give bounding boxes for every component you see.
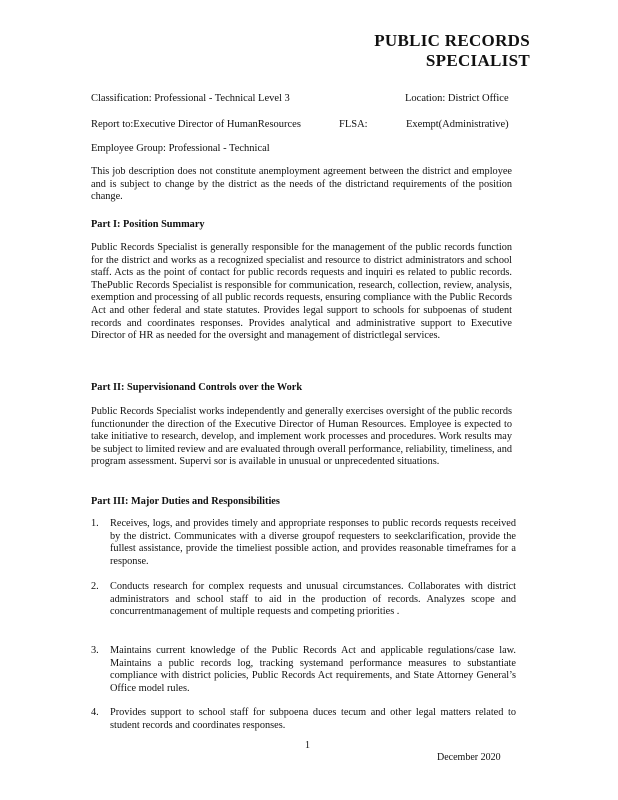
- part2-body: Public Records Specialist works independently and generally exercises oversight of the public records functionunder the direction of the Executive Director of Human Resources. Employee is expected to take initiative to research, develop, and implement work processes and procedures. Work results may be subject to limited review and are evaluated through overall performance, reliability, timeliness, and program assessment. Supervi sor is available in unusual or unprecedented situations.: [91, 406, 512, 468]
- part1-body: Public Records Specialist is generally responsible for the management of the public records function for the district and works as a recognized specialist and resource to district administrators and school staff. Acts as the point of contact for public records requests and inquiri es related to public records. ThePublic Records Specialist is responsible for communication, research, collection, review, analysis, exemption and processing of all public records requests, ensuring compliance with the Public Records Act and other federal and state statutes. Provides legal support to schools for subpoenas of student records and coordinates responses. Provides analytical and administrative support to Executive Director of HR as needed for the oversight and management of districtlegal services.: [91, 242, 512, 342]
- duty-number: 3.: [91, 645, 99, 656]
- duty-item: [91, 707, 516, 732]
- page-number: 1: [305, 740, 310, 751]
- duty-number: 4.: [91, 707, 99, 718]
- intro-paragraph: This job description does not constitute anemployment agreement between the district and employee and is subject to change by the district as the needs of the districtand requirements of the position change.: [91, 166, 512, 203]
- flsa-value: Exempt(Administrative): [406, 119, 509, 130]
- part1-heading: Part I: Position Summary: [91, 219, 205, 230]
- duty-text: Provides support to school staff for subpoena duces tecum and other legal matters related to student records and coordinates responses.: [110, 707, 516, 731]
- duty-text: Receives, logs, and provides timely and appropriate responses to public records requests received by the district. Communicates with a diverse groupof requesters to seekclarification, provide the fullest assistance, provide the timeliest possible action, and provides reasonable timeframes for a response.: [110, 518, 516, 567]
- part3-heading: Part III: Major Duties and Responsibilities: [91, 496, 280, 507]
- document-title-line2: SPECIALIST: [425, 51, 530, 70]
- location: Location: District Office: [405, 93, 509, 104]
- duty-number: 1.: [91, 518, 99, 529]
- duty-item: [91, 581, 516, 619]
- classification: Classification: Professional - Technical Level 3: [91, 93, 290, 104]
- part2-heading: Part II: Supervisionand Controls over the Work: [91, 382, 303, 393]
- footer-date: December 2020: [437, 752, 501, 763]
- duty-item: [91, 518, 516, 568]
- duty-item: [91, 645, 516, 695]
- document-title-line1: PUBLIC RECORDS: [374, 31, 530, 50]
- duty-number: 2.: [91, 581, 99, 592]
- duty-text: Conducts research for complex requests and unusual circumstances. Collaborates with district administrators and school staff to aid in the production of records. Analyzes scope and concurrentmanagement of multiple requests and competing priorities .: [110, 581, 516, 618]
- flsa-label: FLSA:: [339, 119, 368, 130]
- duty-text: Maintains current knowledge of the Public Records Act and applicable regulations/case law. Maintains a public records log, tracking systemand performance measures to substantiate compliance with district policies, Public Records Act requirements, and State Attorney General’s Office model rules.: [110, 645, 516, 694]
- employee-group: Employee Group: Professional - Technical: [91, 143, 270, 154]
- report-to: Report to:Executive Director of HumanResources: [91, 119, 301, 130]
